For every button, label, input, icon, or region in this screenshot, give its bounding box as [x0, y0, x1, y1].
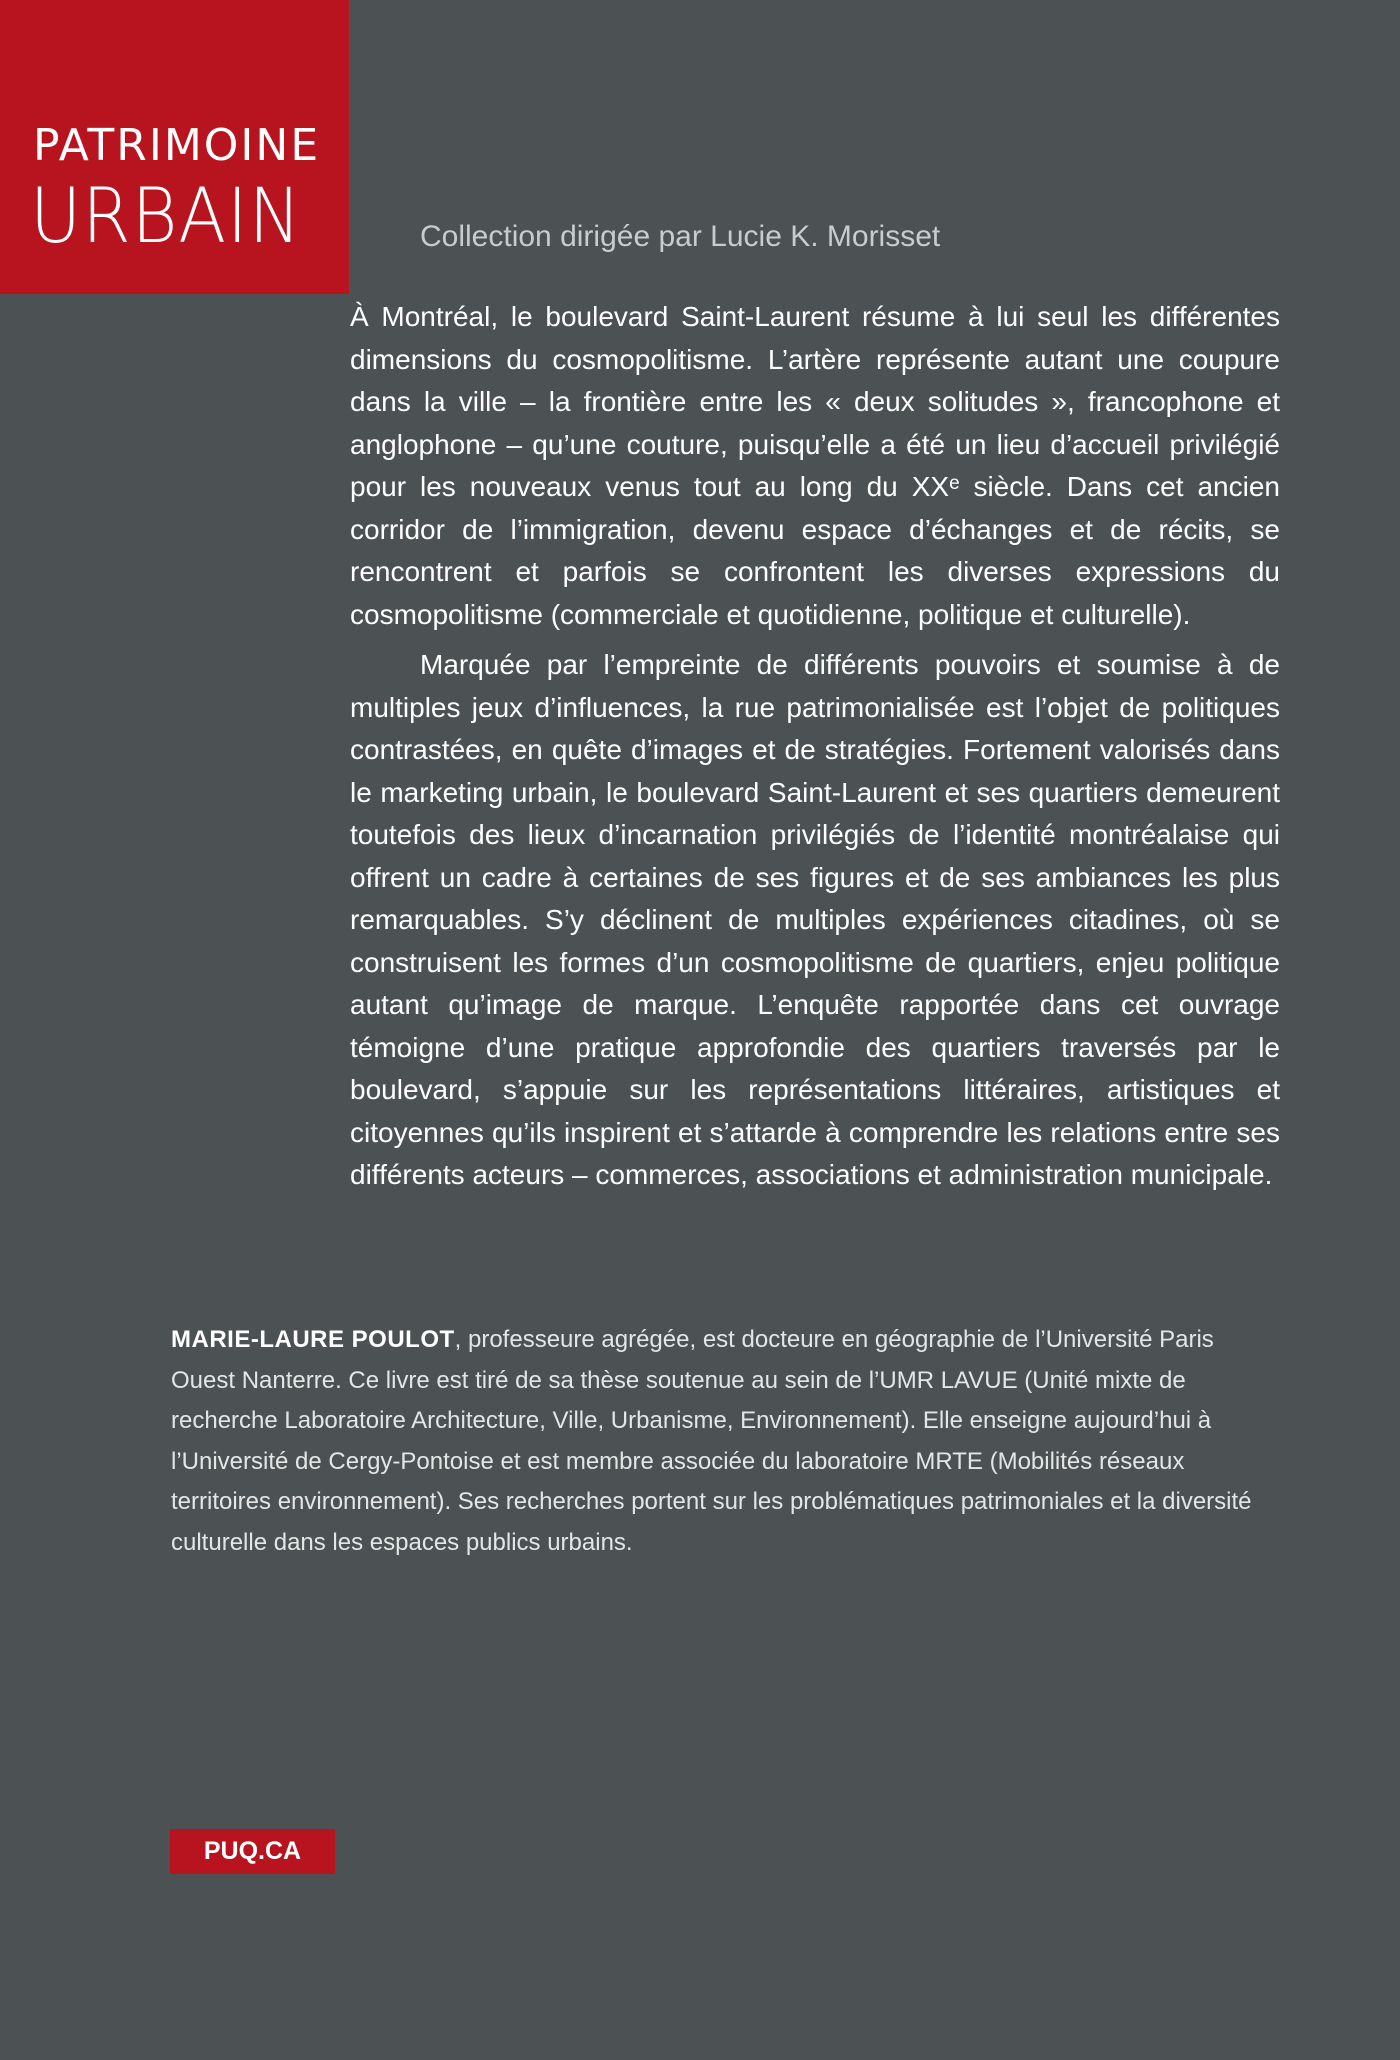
author-name: MARIE-LAURE POULOT [171, 1326, 455, 1353]
book-summary [350, 296, 1280, 1197]
author-bio-text: , professeure agrégée, est docteure en géographie de l’Université Paris Ouest Nanterre. Ce livre est tiré de sa thèse soutenue au sein de l’UMR LAVUE (Unité mixte de recherche Laboratoire Architecture, Ville, Urbanisme, Environnement). Elle enseigne aujourd’hui à l’Université de Cergy-Pontoise et est membre associée du laboratoire MRTE (Mobilités réseaux territoires environnement). Ses recherches portent sur les problématiques patrimoniales et la diversité culturelle dans les espaces publics urbains. [171, 1326, 1252, 1556]
collection-editor: Collection dirigée par Lucie K. Morisset [420, 220, 941, 253]
series-title-line1: PATRIMOINE [33, 120, 321, 171]
series-title-line2: URBAIN [30, 171, 302, 260]
summary-paragraph-1: À Montréal, le boulevard Saint-Laurent résume à lui seul les différentes dimensions du cosmopolitisme. L’artère représente autant une coupure dans la ville – la frontière entre les « deux solitudes », francophone et anglophone – qu’une couture, puisqu’elle a été un lieu d’accueil privilégié pour les nouveaux venus tout au long du XXᵉ siècle. Dans cet ancien corridor de l’immigration, devenu espace d’échanges et de récits, se rencontrent et parfois se confrontent les diverses expressions du cosmopolitisme (commerciale et quotidienne, politique et culturelle). [350, 301, 1280, 630]
author-bio [171, 1320, 1281, 1563]
summary-paragraph-2: Marquée par l’empreinte de différents pouvoirs et soumise à de multiples jeux d’influences, la rue patrimonialisée est l’objet de politiques contrastées, en quête d’images et de stratégies. Fortement valorisés dans le marketing urbain, le boulevard Saint-Laurent et ses quartiers demeurent toutefois des lieux d’incarnation privilégiés de l’identité montréalaise qui offrent un cadre à certaines de ses figures et de ses ambiances les plus remarquables. S’y déclinent de multiples expériences citadines, où se construisent les formes d’un cosmopolitisme de quartiers, enjeu politique autant qu’image de marque. L’enquête rapportée dans cet ouvrage témoigne d’une pratique approfondie des quartiers traversés par le boulevard, s’appuie sur les représentations littéraires, artistiques et citoyennes qu’ils inspirent et s’attarde à comprendre les relations entre ses différents acteurs – commerces, associations et administration municipale. [350, 649, 1280, 1190]
publisher-site-link[interactable]: PUQ.CA [170, 1829, 335, 1874]
series-logo-block [0, 0, 349, 294]
